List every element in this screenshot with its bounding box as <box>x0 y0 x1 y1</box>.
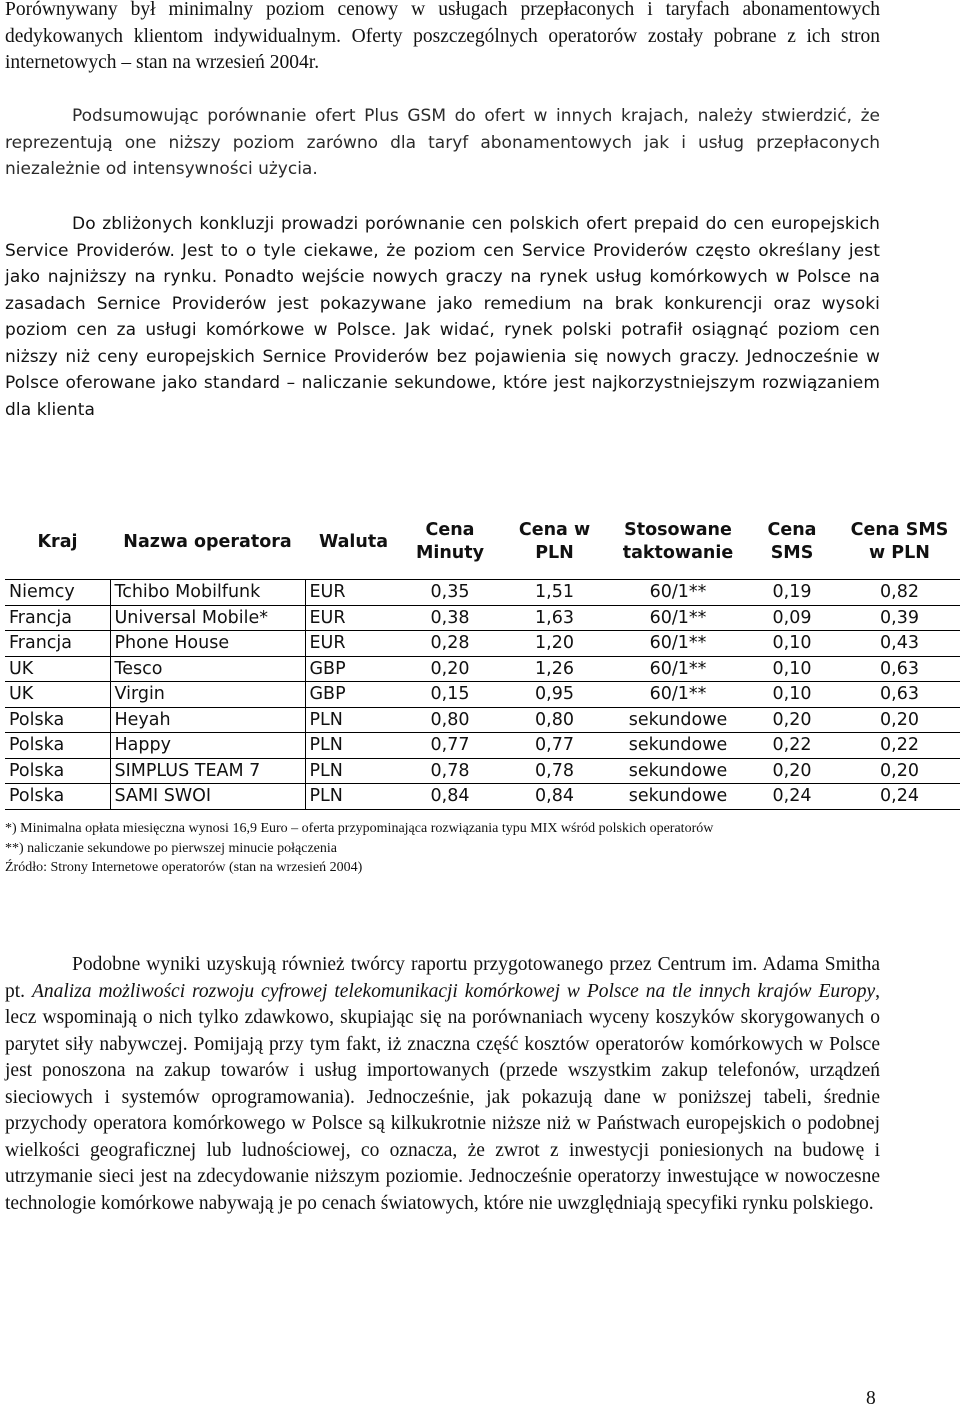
header-cena-sms: Cena SMS <box>745 505 839 580</box>
header-kraj: Kraj <box>5 505 110 580</box>
cell-operator: Heyah <box>110 707 305 733</box>
cell-cena-minuty: 0,38 <box>402 605 498 631</box>
cell-taktowanie: sekundowe <box>611 733 745 759</box>
operators-price-table <box>5 505 960 810</box>
cell-cena-pln: 1,20 <box>498 631 611 657</box>
cell-waluta: GBP <box>305 682 402 708</box>
cell-cena-minuty: 0,84 <box>402 784 498 810</box>
final-paragraph <box>5 952 880 1217</box>
cell-kraj: Polska <box>5 707 110 733</box>
cell-taktowanie: 60/1** <box>611 631 745 657</box>
cell-cena-pln: 1,26 <box>498 656 611 682</box>
table-header-row <box>5 505 960 580</box>
cell-operator: Tchibo Mobilfunk <box>110 580 305 606</box>
prepaid-part-5: Jednocześnie w Polsce oferowane jako standard – naliczanie sekundowe, które jest najkorzystniejszym rozwiązaniem dla klienta <box>5 346 880 420</box>
cell-cena-sms-pln: 0,39 <box>839 605 960 631</box>
cell-cena-pln: 0,77 <box>498 733 611 759</box>
table-row <box>5 758 960 784</box>
cell-cena-sms-pln: 0,63 <box>839 682 960 708</box>
cell-cena-sms: 0,19 <box>745 580 839 606</box>
cell-kraj: Niemcy <box>5 580 110 606</box>
cell-taktowanie: sekundowe <box>611 758 745 784</box>
header-cena-sms-w-pln: Cena SMS w PLN <box>839 505 960 580</box>
header-cena-w-pln: Cena w PLN <box>498 505 611 580</box>
table-row <box>5 707 960 733</box>
final-text-after: , lecz wspominają o nich tylko zdawkowo, skupiając się na porównaniach wyceny koszyków skorygowanych o parytet siły nabywczej. Pomijają przy tym fakt, iż znaczna część kosztów operatorów komórkowych w Polsce jest ponoszona na zakup towarów i usług importowanych (przede wszystkim zakup telefonów, urządzeń sieciowych i systemów oprogramowania). Jednocześnie, jak pokazują dane w poniższej tabeli, średnie przychody operatora komórkowego w Polsce są kilkukrotnie niższe niż w Państwach europejskich o podobnej wielkości geograficznej lub ludnościowej, co oznacza, że zwrot z inwestycji poniesionych na budowę i utrzymanie sieci jest na zdecydowanie niższym poziomie. Jednocześnie operatorzy inwestujące w nowoczesne technologie komórkowe nabywają je po cenach światowych, które nie uwzględniają specyfiki rynku polskiego. <box>5 980 880 1214</box>
cell-cena-sms: 0,22 <box>745 733 839 759</box>
cell-cena-pln: 1,63 <box>498 605 611 631</box>
cell-cena-sms: 0,10 <box>745 682 839 708</box>
page-number: 8 <box>866 1388 876 1409</box>
cell-cena-sms: 0,24 <box>745 784 839 810</box>
cell-operator: SAMI SWOI <box>110 784 305 810</box>
prepaid-part-2: Jest to o tyle ciekawe, że poziom cen Service Providerów często określany jest jako najniższy na rynku. <box>5 240 880 287</box>
cell-cena-minuty: 0,77 <box>402 733 498 759</box>
prepaid-part-3: Ponadto wejście nowych graczy na rynek usług komórkowych w Polsce na zasadach Sernice Providerów jest pokazywane jako remedium na brak konkurencji oraz wysoki poziom cen za usługi komórkowe w Polsce. <box>5 267 880 340</box>
cell-waluta: PLN <box>305 784 402 810</box>
cell-kraj: Polska <box>5 733 110 759</box>
header-nazwa-operatora: Nazwa operatora <box>110 505 305 580</box>
cell-taktowanie: 60/1** <box>611 580 745 606</box>
cell-taktowanie: sekundowe <box>611 784 745 810</box>
cell-waluta: PLN <box>305 707 402 733</box>
cell-cena-sms: 0,10 <box>745 656 839 682</box>
cell-cena-sms-pln: 0,22 <box>839 733 960 759</box>
cell-cena-sms: 0,09 <box>745 605 839 631</box>
cell-cena-sms-pln: 0,63 <box>839 656 960 682</box>
cell-cena-minuty: 0,15 <box>402 682 498 708</box>
report-title-italic: Analiza możliwości rozwoju cyfrowej telekomunikacji komórkowej w Polsce na tle innych krajów Europy <box>31 980 876 1002</box>
cell-cena-minuty: 0,35 <box>402 580 498 606</box>
cell-cena-minuty: 0,20 <box>402 656 498 682</box>
cell-taktowanie: 60/1** <box>611 656 745 682</box>
cell-cena-pln: 0,80 <box>498 707 611 733</box>
cell-waluta: EUR <box>305 605 402 631</box>
table-footnotes <box>5 819 865 878</box>
cell-cena-sms-pln: 0,24 <box>839 784 960 810</box>
cell-waluta: GBP <box>305 656 402 682</box>
final-text-before: Podobne wyniki uzyskują również twórcy raportu przygotowanego przez Centrum im. Adama Smitha pt. <box>5 954 880 1002</box>
cell-cena-pln: 0,78 <box>498 758 611 784</box>
prepaid-paragraph <box>5 211 880 423</box>
cell-kraj: Polska <box>5 758 110 784</box>
table-row <box>5 631 960 657</box>
cell-cena-sms-pln: 0,43 <box>839 631 960 657</box>
cell-waluta: EUR <box>305 580 402 606</box>
cell-operator: Tesco <box>110 656 305 682</box>
cell-cena-sms: 0,20 <box>745 758 839 784</box>
cell-taktowanie: 60/1** <box>611 605 745 631</box>
cell-cena-pln: 0,84 <box>498 784 611 810</box>
cell-cena-sms-pln: 0,20 <box>839 707 960 733</box>
cell-kraj: Francja <box>5 631 110 657</box>
header-cena-minuty: Cena Minuty <box>402 505 498 580</box>
cell-kraj: UK <box>5 682 110 708</box>
cell-taktowanie: 60/1** <box>611 682 745 708</box>
footnote-minimum-fee: *) Minimalna opłata miesięczna wynosi 16,9 Euro – oferta przypominająca rozwiązania typu MIX wśród polskich operatorów <box>5 821 714 836</box>
cell-cena-sms-pln: 0,20 <box>839 758 960 784</box>
cell-operator: SIMPLUS TEAM 7 <box>110 758 305 784</box>
prepaid-part-1: Do zbliżonych konkluzji prowadzi porównanie cen polskich ofert prepaid do cen europejskich Service Providerów. <box>5 214 880 261</box>
footnote-per-second: **) naliczanie sekundowe po pierwszej minucie połączenia <box>5 840 337 856</box>
cell-cena-minuty: 0,78 <box>402 758 498 784</box>
cell-taktowanie: sekundowe <box>611 707 745 733</box>
summary-paragraph: Podsumowując porównanie ofert Plus GSM do ofert w innych krajach, należy stwierdzić, że reprezentują one niższy poziom zarówno dla taryf abonamentowych jak i usług przepłaconych niezależnie od intensywności użycia. <box>5 106 880 179</box>
table-row <box>5 656 960 682</box>
prepaid-part-4: Jak widać, rynek polski potrafił osiągnąć poziom cen niższy niż ceny europejskich Sernice Providerów bez pojawienia się nowych graczy. <box>5 320 880 367</box>
cell-cena-pln: 0,95 <box>498 682 611 708</box>
cell-kraj: Polska <box>5 784 110 810</box>
cell-waluta: PLN <box>305 758 402 784</box>
table-row <box>5 733 960 759</box>
cell-cena-sms-pln: 0,82 <box>839 580 960 606</box>
cell-operator: Happy <box>110 733 305 759</box>
cell-cena-sms: 0,20 <box>745 707 839 733</box>
header-waluta: Waluta <box>305 505 402 580</box>
cell-operator: Virgin <box>110 682 305 708</box>
cell-operator: Universal Mobile* <box>110 605 305 631</box>
cell-cena-sms: 0,10 <box>745 631 839 657</box>
header-stosowane-taktowanie: Stosowane taktowanie <box>611 505 745 580</box>
intro-paragraph: Porównywany był minimalny poziom cenowy w usługach przepłaconych i taryfach abonamentowych dedykowanych klientom indywidualnym. Oferty poszczególnych operatorów zostały pobrane z ich stron internetowych – stan na wrzesień 2004r. <box>5 0 880 73</box>
table-row <box>5 784 960 810</box>
cell-cena-pln: 1,51 <box>498 580 611 606</box>
cell-waluta: EUR <box>305 631 402 657</box>
table-row <box>5 605 960 631</box>
table-row <box>5 682 960 708</box>
cell-cena-minuty: 0,28 <box>402 631 498 657</box>
footnote-source: Źródło: Strony Internetowe operatorów (stan na wrzesień 2004) <box>5 860 363 875</box>
cell-cena-minuty: 0,80 <box>402 707 498 733</box>
cell-kraj: UK <box>5 656 110 682</box>
cell-waluta: PLN <box>305 733 402 759</box>
table-row <box>5 580 960 606</box>
cell-kraj: Francja <box>5 605 110 631</box>
cell-operator: Phone House <box>110 631 305 657</box>
